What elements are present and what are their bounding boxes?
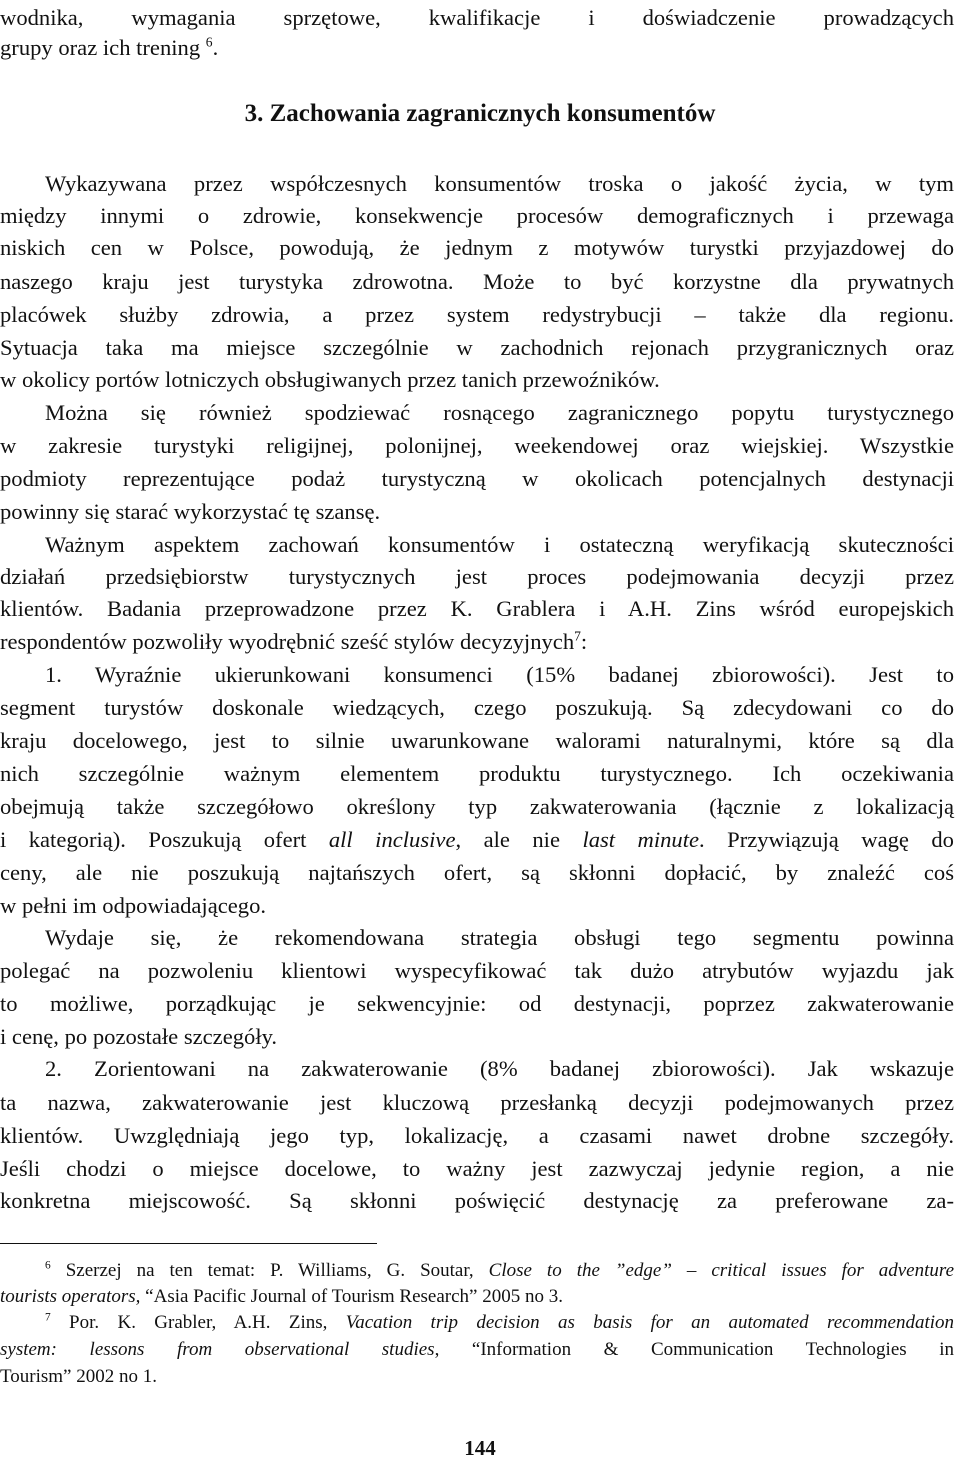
body-line: Można się również spodziewać rosnącego zagranicznego popytu turystycznego: [45, 400, 954, 425]
list-item-line: w pełni im odpowiadającego.: [0, 893, 267, 918]
list-item-line: 1. Wyraźnie ukierunkowani konsumenci (15% badanej zbiorowości). Jest to: [45, 662, 954, 687]
footnote-text: , “Information & Communication Technologies in: [434, 1339, 954, 1360]
footnote-text: Por. K. Grabler, A.H. Zins,: [69, 1312, 346, 1333]
page-number: 144: [464, 1436, 496, 1460]
body-line: w okolicy portów lotniczych obsługiwanych przez tanich przewoźników.: [0, 367, 660, 392]
footnote-text: Szerzej na ten temat: P. Williams, G. Soutar,: [65, 1260, 489, 1281]
list-item-line: konkretna miejscowość. Są skłonni poświęcić destynację za preferowane za-: [0, 1188, 954, 1213]
list-item-line: nich szczególnie ważnym elementem produktu turystycznego. Ich oczekiwania: [0, 761, 954, 786]
body-text: grupy oraz ich trening: [0, 35, 201, 60]
body-text: respondentów pozwoliły wyodrębnić sześć stylów decyzyjnych: [0, 629, 575, 654]
footnote-7-end: Tourism” 2002 no 1.: [0, 1366, 157, 1387]
italic-term: all inclusive: [328, 827, 456, 852]
footnote-6-cont: [0, 1284, 954, 1310]
body-line: wodnika, wymagania sprzętowe, kwalifikacje i doświadczenie prowadzących: [0, 5, 954, 30]
list-item-line: ceny, ale nie poszukują najtańszych ofert, są skłonni dopłacić, by znaleźć coś: [0, 860, 954, 885]
list-item-line: obejmują także szczegółowo określony typ zakwaterowania (łącznie z lokalizacją: [0, 794, 954, 819]
body-text: . Przywiązują wagę do: [699, 827, 954, 852]
body-line: podmioty reprezentujące podaż turystyczną w okolicach potencjalnych destynacji: [0, 466, 954, 491]
list-item-line: [0, 824, 954, 856]
body-text: .: [212, 35, 219, 60]
body-line: Wydaje się, że rekomendowana strategia obsługi tego segmentu powinna: [45, 925, 954, 950]
footnote-title: system: lessons from observational studies: [0, 1339, 435, 1360]
italic-term: last minute: [582, 827, 700, 852]
footnote-7-cont: [0, 1337, 954, 1363]
footnote-title: Vacation trip decision as basis for an automated recommendation: [345, 1312, 955, 1333]
body-line: placówek służby zdrowia, a przez system redystrybucji – także dla regionu.: [0, 302, 954, 327]
body-line: klientów. Badania przeprowadzone przez K. Grablera i A.H. Zins wśród europejskich: [0, 596, 954, 621]
list-item-line: ta nazwa, zakwaterowanie jest kluczową przesłanką decyzji podejmowanych przez: [0, 1090, 954, 1115]
body-line: i cenę, po pozostałe szczegóły.: [0, 1024, 278, 1049]
body-text: :: [580, 629, 588, 654]
footnote-6: [45, 1258, 954, 1284]
body-line: Ważnym aspektem zachowań konsumentów i ostateczną weryfikacją skuteczności: [45, 532, 954, 557]
list-item-line: kraju docelowego, jest to silnie uwarunkowane walorami naturalnymi, które są dla: [0, 728, 954, 753]
footnote-7: [45, 1310, 954, 1336]
list-item-line: segment turystów doskonale wiedzących, czego poszukują. Są zdecydowani co do: [0, 695, 954, 720]
body-line: między innymi o zdrowie, konsekwencje procesów demograficznych i przewaga: [0, 203, 954, 228]
body-line: Sytuacja taka ma miejsce szczególnie w zachodnich rejonach przygranicznych oraz: [0, 335, 954, 360]
body-line: to możliwe, porządkując je sekwencyjnie: od destynacji, poprzez zakwaterowanie: [0, 991, 954, 1016]
footnote-number: 6: [45, 1259, 51, 1272]
footnote-text: “Asia Pacific Journal of Tourism Research” 2005 no 3.: [140, 1286, 563, 1307]
body-line: niskich cen w Polsce, powodują, że jednym z motywów turystki przyjazdowej do: [0, 235, 954, 260]
footnote-ref[interactable]: 7: [574, 628, 581, 644]
list-item-line: Jeśli chodzi o miejsce docelowe, to ważny jest zazwyczaj jedynie region, a nie: [0, 1156, 954, 1181]
list-item-line: klientów. Uwzględniają jego typ, lokalizację, a czasami nawet drobne szczegóły.: [0, 1123, 954, 1148]
footnote-ref[interactable]: 6: [205, 34, 213, 50]
list-item-line: 2. Zorientowani na zakwaterowanie (8% badanej zbiorowości). Jak wskazuje: [45, 1056, 954, 1081]
footnote-title: tourists operators,: [0, 1286, 141, 1307]
footnote-separator: [0, 1243, 377, 1244]
body-line: w zakresie turystyki religijnej, polonijnej, weekendowej oraz wiejskiej. Wszystkie: [0, 433, 954, 458]
body-text: i kategorią). Poszukują ofert: [0, 827, 329, 852]
body-line: Wykazywana przez współczesnych konsumentów troska o jakość życia, w tym: [45, 171, 954, 196]
footnote-number: 7: [45, 1311, 51, 1324]
body-line: [0, 626, 954, 658]
body-line: polegać na pozwoleniu klientowi wyspecyfikować tak dużo atrybutów wyjazdu jak: [0, 958, 954, 983]
footnote-title: Close to the ”edge” – critical issues for adventure: [488, 1260, 955, 1281]
section-heading: 3. Zachowania zagranicznych konsumentów: [244, 100, 716, 127]
body-line: powinny się starać wykorzystać tę szansę.: [0, 499, 381, 524]
body-line: [0, 32, 954, 64]
body-text: , ale nie: [455, 827, 583, 852]
body-line: naszego kraju jest turystyka zdrowotna. Może to być korzystne dla prywatnych: [0, 269, 954, 294]
body-line: działań przedsiębiorstw turystycznych jest proces podejmowania decyzji przez: [0, 564, 954, 589]
